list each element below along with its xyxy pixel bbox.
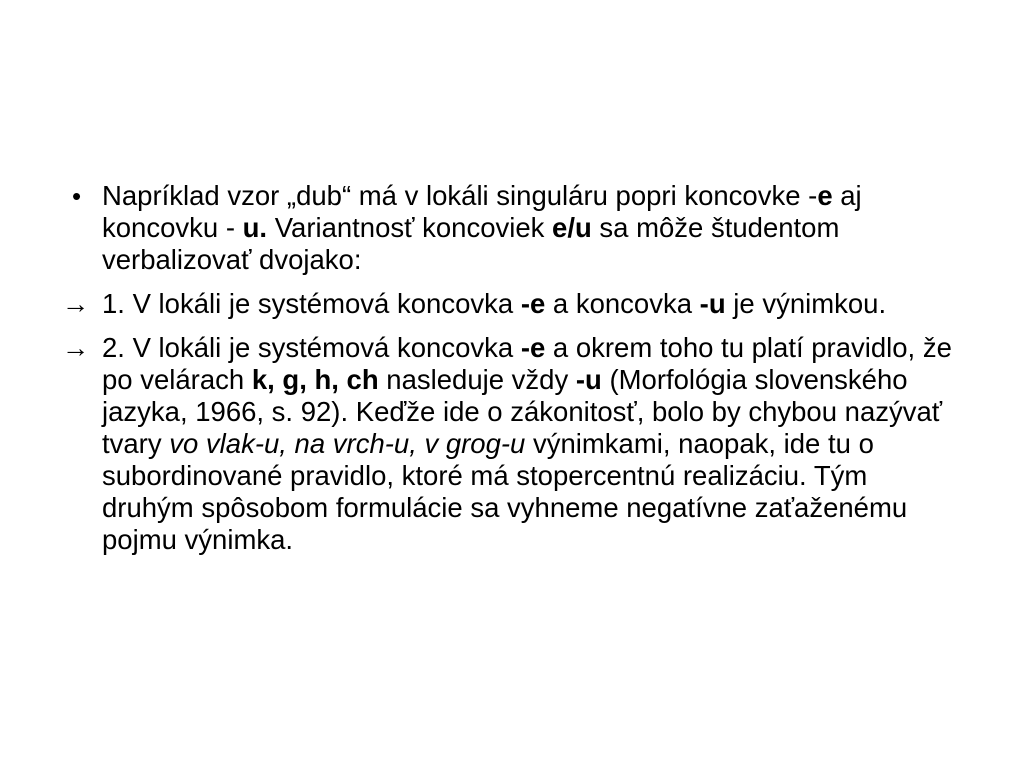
text-segment-bold: -e: [520, 288, 546, 319]
slide-body: [62, 180, 962, 568]
text-segment: a koncovka: [545, 288, 700, 319]
bullet-icon: •: [72, 181, 82, 211]
text-segment: aj koncovku -: [102, 180, 862, 243]
text-segment: Variantnosť koncoviek: [267, 212, 553, 243]
text-segment-bold: -u: [575, 364, 602, 395]
text-segment-bold: e: [817, 180, 833, 211]
text-segment: výnimkami, naopak, ide tu o subordinované pravidlo, ktoré má stopercentnú realizáciu. Tým druhým spôsobom formulácie sa vyhneme negatívne zaťaženému pojmu výnimka.: [102, 428, 908, 555]
text-segment-bold: k, g, h, ch: [251, 364, 379, 395]
arrow-paragraph-1: [62, 288, 962, 320]
bullet-paragraph-1: [62, 180, 962, 276]
text-segment: a okrem toho tu platí pravidlo, že po velárach: [102, 332, 952, 395]
text-segment: (Morfológia slovenského jazyka, 1966, s. 92). Keďže ide o zákonitosť, bolo by chybou nazývať tvary: [102, 364, 943, 459]
text-segment: je výnimkou.: [725, 288, 887, 319]
arrow-right-icon: →: [62, 288, 90, 319]
text-segment: nasleduje vždy: [378, 364, 576, 395]
arrow-paragraph-2: [62, 332, 962, 556]
arrow-right-icon: →: [62, 332, 90, 363]
text-segment-bold: -e: [520, 332, 546, 363]
text-segment: 1. V lokáli je systémová koncovka: [102, 288, 521, 319]
text-segment-bold: -u: [699, 288, 726, 319]
text-segment-italic: vo vlak-u, na vrch-u, v grog-u: [169, 428, 526, 459]
text-segment: Napríklad vzor „dub“ má v lokáli singuláru popri koncovke -: [102, 180, 818, 211]
text-segment-bold: u.: [242, 212, 268, 243]
text-segment: sa môže študentom verbalizovať dvojako:: [102, 212, 840, 275]
text-segment: 2. V lokáli je systémová koncovka: [102, 332, 521, 363]
text-segment-bold: e/u: [552, 212, 592, 243]
